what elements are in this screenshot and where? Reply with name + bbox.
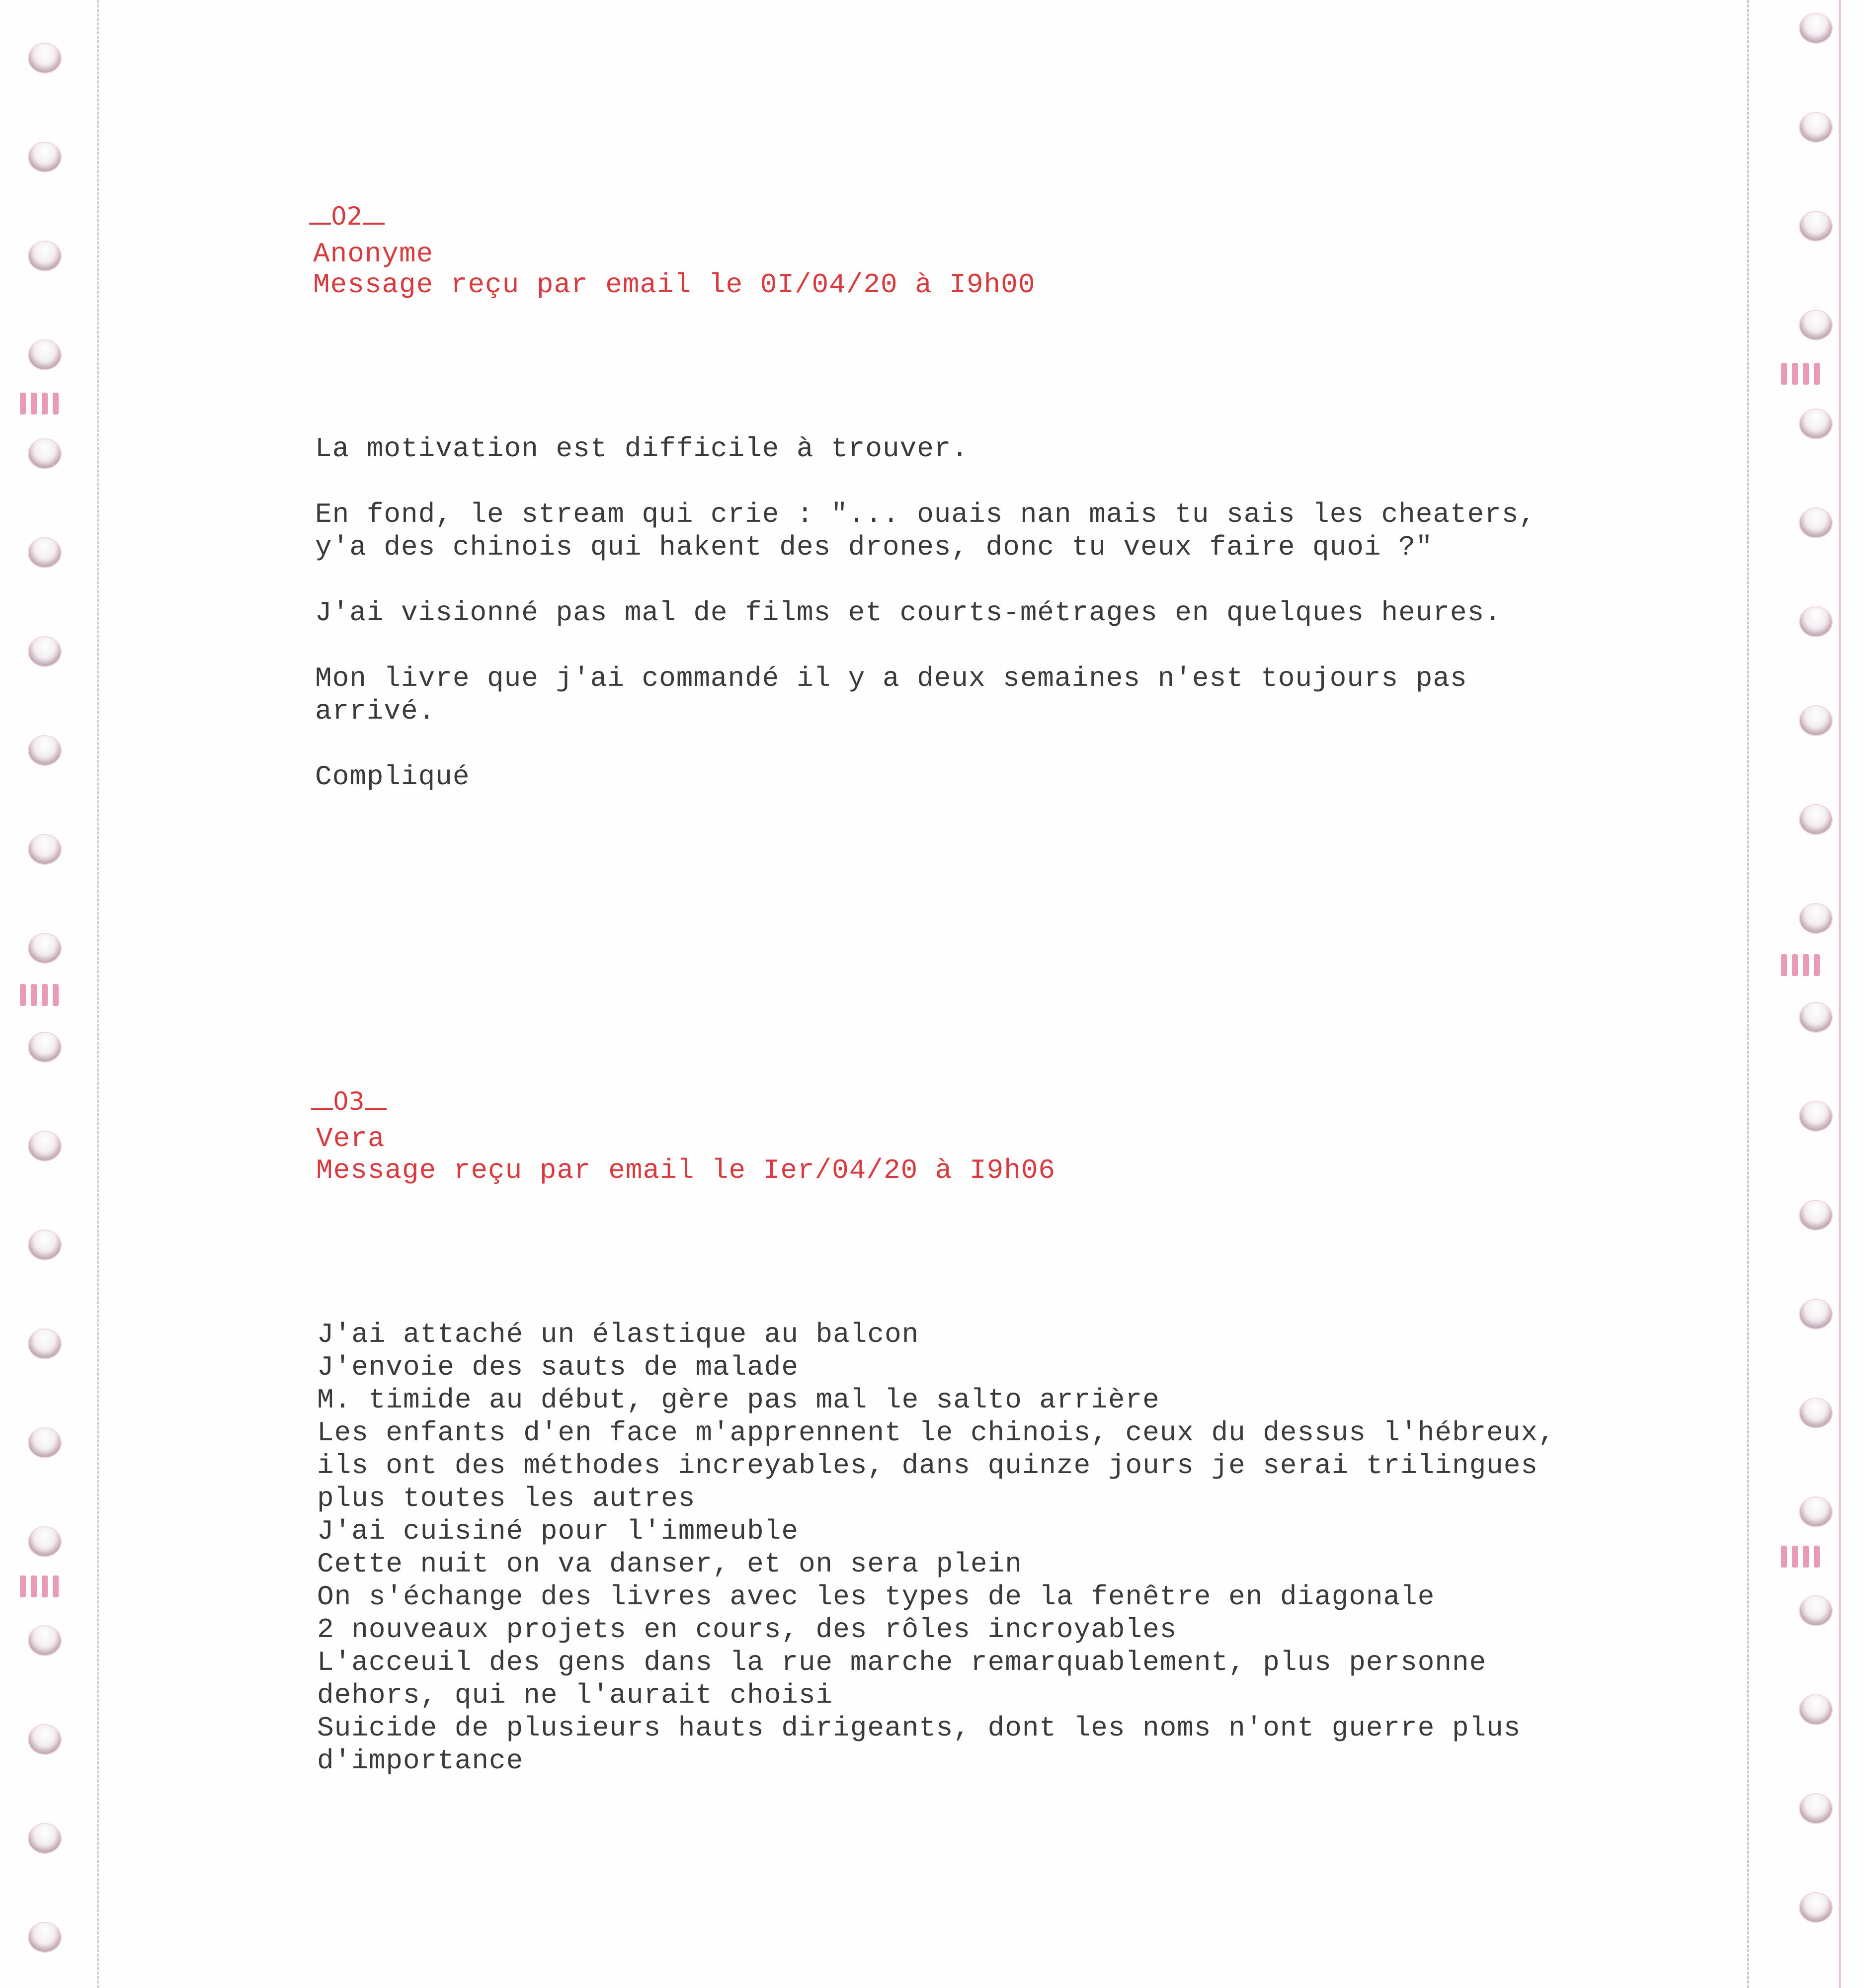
entry-body xyxy=(315,432,1536,793)
entry-received-line: Message reçu par email le Ier/04/20 à I9h06 xyxy=(316,1155,1056,1186)
entry-number xyxy=(311,1085,387,1118)
paragraph-line: arrivé. xyxy=(315,695,436,727)
underline-left xyxy=(311,1108,333,1110)
body-line: M. timide au début, gère pas mal le salto arrière xyxy=(317,1384,1160,1416)
entry-received-line: Message reçu par email le 0I/04/20 à I9h00 xyxy=(313,269,1036,301)
paragraph: Compliqué xyxy=(315,761,470,793)
underline-right xyxy=(365,1108,387,1110)
body-line: Cette nuit on va danser, et on sera plein xyxy=(317,1548,1022,1580)
paragraph-line: En fond, le stream qui crie : "... ouais nan mais tu sais les cheaters, xyxy=(315,498,1536,530)
body-line: On s'échange des livres avec les types de la fenêtre en diagonale xyxy=(317,1581,1435,1613)
body-line: J'ai attaché un élastique au balcon xyxy=(317,1319,919,1350)
paragraph-line: y'a des chinois qui hakent des drones, donc tu veux faire quoi ?" xyxy=(315,531,1433,563)
entry-number xyxy=(309,200,385,233)
entry-number-text: 02 xyxy=(331,202,363,231)
body-line: Suicide de plusieurs hauts dirigeants, dont les noms n'ont guerre plus xyxy=(317,1712,1521,1744)
paragraph: La motivation est difficile à trouver. xyxy=(315,433,969,465)
underline-right xyxy=(363,223,385,225)
body-line: ils ont des méthodes increyables, dans quinze jours je serai trilingues xyxy=(317,1450,1538,1482)
body-line: J'envoie des sauts de malade xyxy=(317,1351,799,1383)
body-line: Les enfants d'en face m'apprennent le chinois, ceux du dessus l'hébreux, xyxy=(317,1417,1555,1449)
body-line: d'importance xyxy=(317,1745,524,1777)
entry-author: Vera xyxy=(316,1123,385,1155)
body-line: L'acceuil des gens dans la rue marche remarquablement, plus personne xyxy=(317,1647,1487,1678)
body-line: 2 nouveaux projets en cours, des rôles incroyables xyxy=(317,1614,1177,1646)
paragraph-line: Mon livre que j'ai commandé il y a deux semaines n'est toujours pas xyxy=(315,663,1467,694)
body-line: dehors, qui ne l'aurait choisi xyxy=(317,1679,833,1711)
entry-author: Anonyme xyxy=(313,238,434,270)
entry-body xyxy=(317,1318,1555,1777)
body-line: J'ai cuisiné pour l'immeuble xyxy=(317,1515,799,1547)
entry-number-text: 03 xyxy=(333,1087,365,1116)
body-line: plus toutes les autres xyxy=(317,1483,696,1514)
paragraph: J'ai visionné pas mal de films et courts-métrages en quelques heures. xyxy=(315,597,1502,629)
underline-left xyxy=(309,223,331,225)
